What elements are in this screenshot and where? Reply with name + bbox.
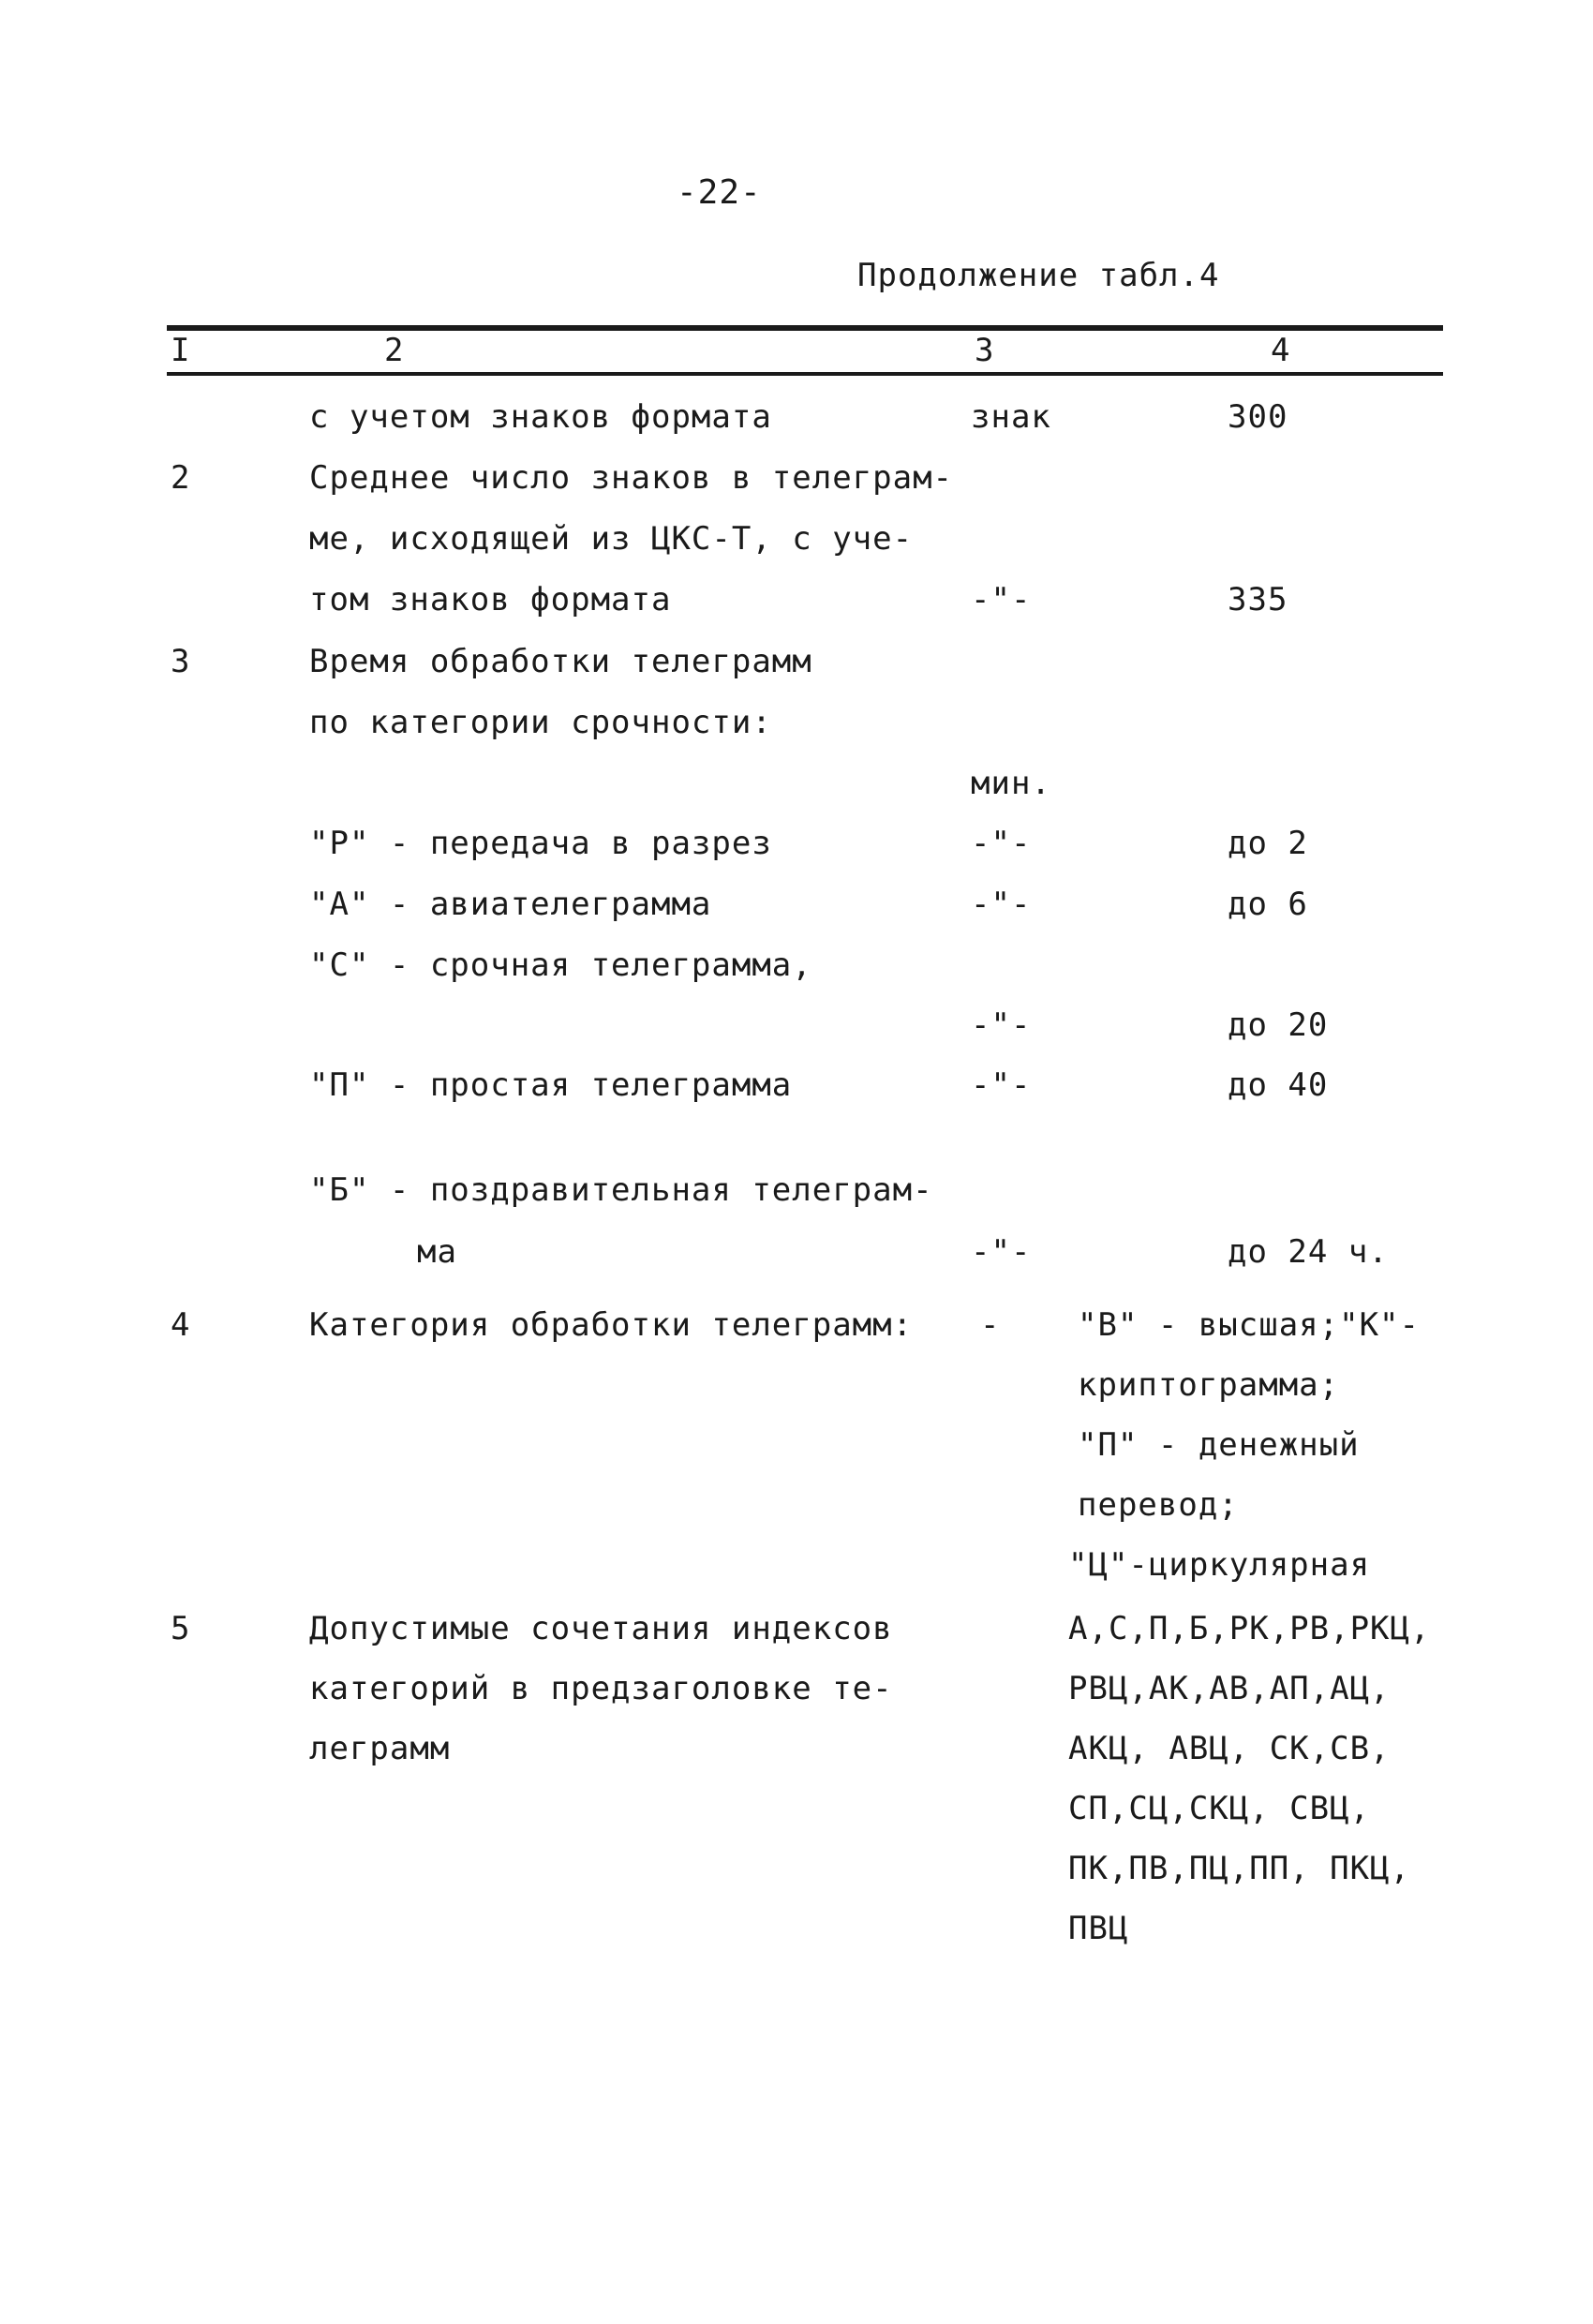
table-caption: Продолжение табл.4 — [857, 257, 1220, 294]
table-cell: "А" - авиателеграмма — [309, 886, 712, 923]
page-number: -22- — [677, 173, 762, 212]
table-cell: до 6 — [1228, 886, 1308, 923]
table-cell: ПК,ПВ,ПЦ,ПП, ПКЦ, — [1068, 1850, 1410, 1887]
table-cell: мин. — [971, 765, 1051, 802]
row-number: 2 — [171, 459, 191, 497]
table-cell: -"- — [971, 1066, 1032, 1104]
table-cell: "П" - денежный — [1078, 1426, 1360, 1464]
table-cell: -"- — [971, 825, 1032, 862]
table-top-rule — [167, 325, 1443, 331]
column-header-1: I — [171, 332, 191, 369]
table-cell: -"- — [971, 886, 1032, 923]
table-cell: до 40 — [1228, 1066, 1329, 1104]
table-cell: перевод; — [1078, 1486, 1239, 1524]
table-cell: Допустимые сочетания индексов — [309, 1610, 893, 1647]
table-cell: -"- — [971, 581, 1032, 618]
table-cell: - — [980, 1306, 1001, 1344]
table-cell: -"- — [971, 1233, 1032, 1271]
table-cell: Категория обработки телеграмм: — [309, 1306, 914, 1344]
table-cell: ПВЦ — [1068, 1910, 1129, 1947]
table-cell: до 2 — [1228, 825, 1308, 862]
row-number: 4 — [171, 1306, 191, 1344]
column-header-3: 3 — [975, 332, 995, 369]
table-cell: "Р" - передача в разрез — [309, 825, 772, 862]
table-header-rule — [167, 372, 1443, 376]
table-cell: "П" - простая телеграмма — [309, 1066, 793, 1104]
table-cell: "Б" - поздравительная телеграм- — [309, 1171, 933, 1209]
table-cell: ма — [417, 1233, 457, 1271]
table-cell: Среднее число знаков в телеграм- — [309, 459, 954, 497]
table-cell: по категории срочности: — [309, 704, 772, 741]
table-cell: категорий в предзаголовке те- — [309, 1670, 893, 1707]
table-cell: до 20 — [1228, 1006, 1329, 1044]
table-cell: криптограмма; — [1078, 1366, 1340, 1404]
row-number: 3 — [171, 643, 191, 680]
table-cell: РВЦ,АК,АВ,АП,АЦ, — [1068, 1670, 1391, 1707]
table-cell: 335 — [1228, 581, 1288, 618]
column-header-4: 4 — [1271, 332, 1291, 369]
table-cell: 300 — [1228, 398, 1288, 436]
table-cell: "С" - срочная телеграмма, — [309, 946, 812, 984]
table-cell: знак — [971, 398, 1051, 436]
table-cell: -"- — [971, 1006, 1032, 1044]
table-cell: до 24 ч. — [1228, 1233, 1389, 1271]
table-cell: том знаков формата — [309, 581, 672, 618]
table-cell: ме, исходящей из ЦКС-Т, с уче- — [309, 520, 914, 558]
table-cell: А,С,П,Б,РК,РВ,РКЦ, — [1068, 1610, 1431, 1647]
table-cell: АКЦ, АВЦ, СК,СВ, — [1068, 1730, 1391, 1767]
table-cell: с учетом знаков формата — [309, 398, 772, 436]
column-header-2: 2 — [384, 332, 405, 369]
table-cell: леграмм — [309, 1730, 451, 1767]
table-cell: Время обработки телеграмм — [309, 643, 812, 680]
table-cell: СП,СЦ,СКЦ, СВЦ, — [1068, 1790, 1371, 1827]
table-cell: "Ц"-циркулярная — [1068, 1546, 1371, 1584]
table-cell: "В" - высшая;"К"- — [1078, 1306, 1420, 1344]
row-number: 5 — [171, 1610, 191, 1647]
